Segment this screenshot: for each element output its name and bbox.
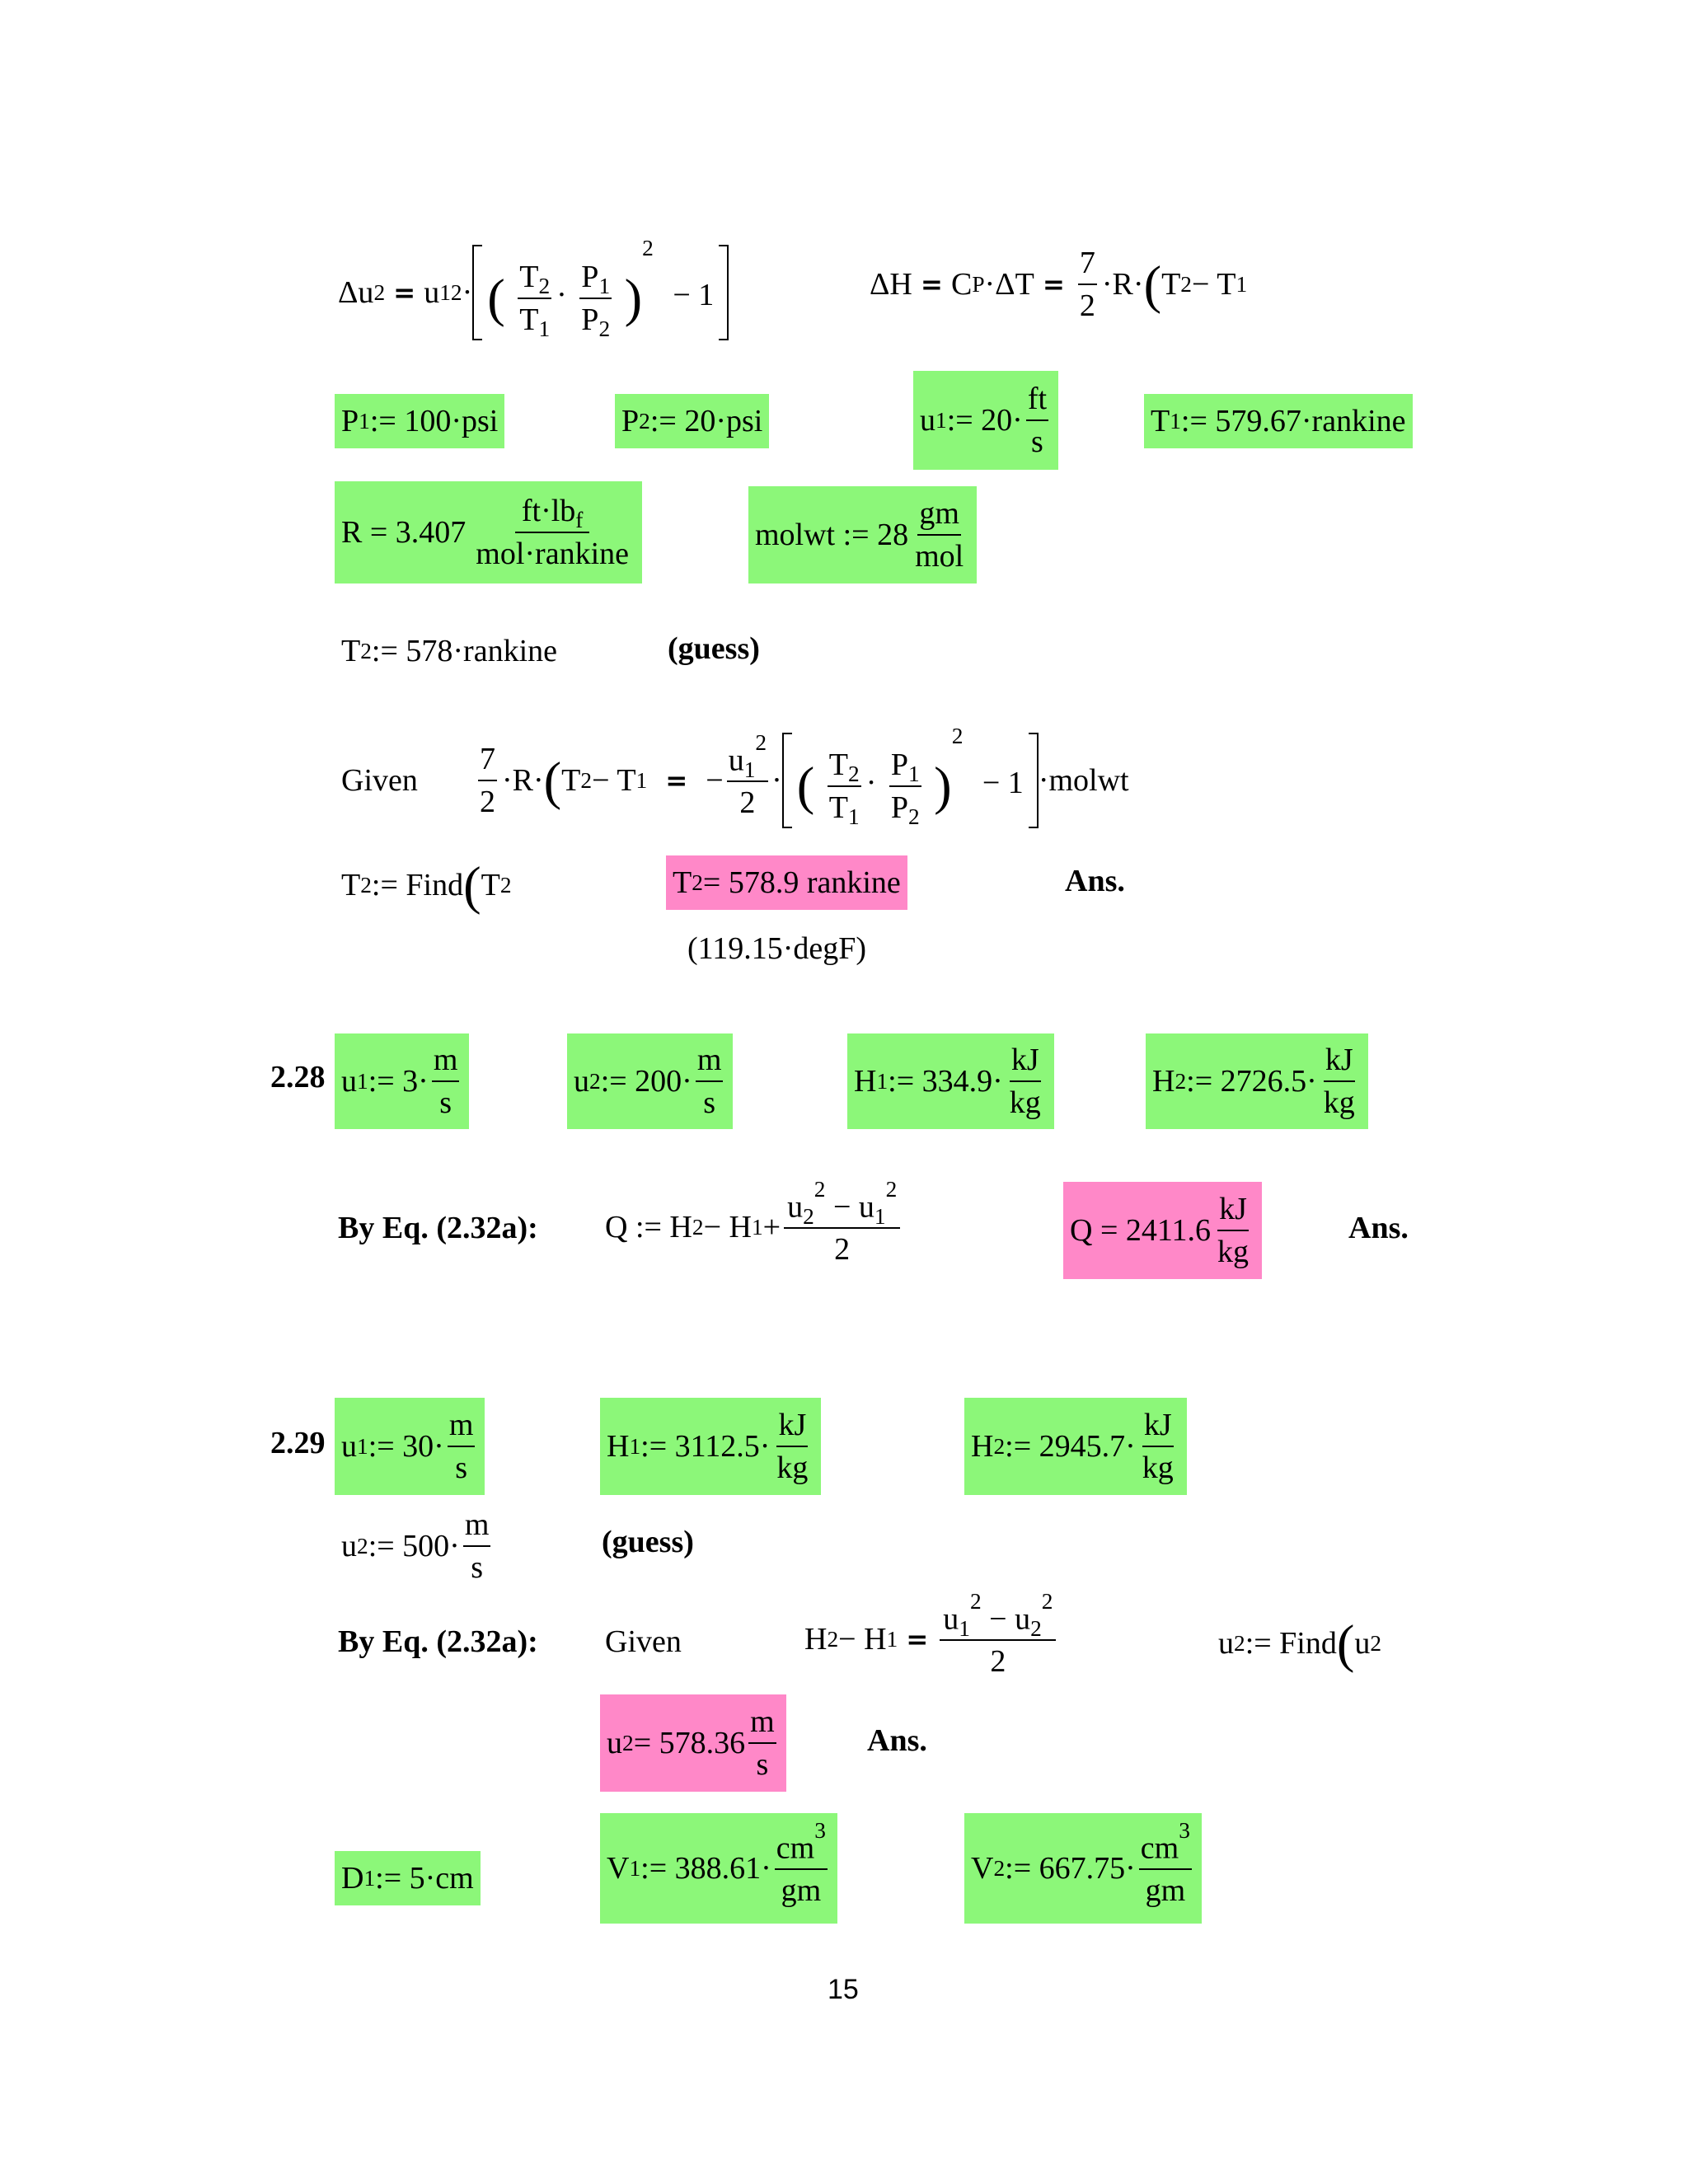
eq-h2: H: [804, 1622, 828, 1657]
u1-definition: u 1 := 20· $\frac{ft}{s}$: [913, 371, 1058, 470]
p1-definition: P 1 := 100·psi: [335, 394, 504, 448]
eq-den: 2: [990, 1644, 1006, 1680]
ans-label-229: [867, 1719, 927, 1762]
guess-label: (guess): [668, 631, 760, 666]
q-velocity-term: [784, 1176, 900, 1268]
dot: ·: [462, 275, 473, 310]
h1-value: := 3112.5·: [640, 1429, 771, 1464]
bracket-group: ( $\frac{T_2}{T_1}$ · $\frac{P_1}{P_2}$ )$^2$ − 1: [782, 736, 1039, 824]
ans-text: Ans.: [867, 1723, 927, 1758]
u2-answer: u 2 = 578.36 $\frac{m}{s}$: [600, 1694, 786, 1792]
eq-u1-sub: 1: [959, 1615, 970, 1641]
left-paren: (: [487, 268, 505, 328]
bold-equals: =: [393, 276, 416, 308]
v2-unit-den: gm: [1145, 1873, 1186, 1909]
r-unit: [472, 494, 632, 571]
page-number: [828, 1971, 859, 2008]
left-paren: (: [543, 750, 562, 810]
ratio-exponent: 2: [642, 236, 654, 261]
eq-u2-exp: 2: [1041, 1588, 1053, 1614]
left-paren: (: [1336, 1613, 1355, 1673]
r-unit-num-sub: f: [575, 508, 584, 533]
q-u1-exp: 2: [885, 1176, 898, 1202]
q-u2: u: [787, 1189, 804, 1225]
p1-num: P: [890, 747, 908, 782]
t2-symbol: T: [1161, 267, 1181, 302]
v2-unit-num: cm: [1140, 1830, 1179, 1866]
u2-name: u: [341, 1529, 357, 1563]
h2-name: H: [1152, 1064, 1175, 1099]
u1-value: := 20·: [946, 403, 1023, 438]
u2-answer-name: u: [607, 1726, 622, 1760]
p2-den-sub: 2: [907, 804, 920, 829]
u1-sub: 1: [743, 757, 756, 782]
eq-minus-h1: − H: [838, 1622, 887, 1657]
u2-unit: $\frac{m}{s}$: [464, 1507, 490, 1585]
r-unit-num: ft·lb: [521, 494, 576, 528]
p2-den: P: [890, 790, 908, 825]
p2-definition: P 2 := 20·psi: [615, 394, 769, 448]
u1-name: u: [341, 1429, 357, 1464]
bracket-group: ( $\frac{T_2}{T_1}$ · $\frac{P_1}{P_2}$ )$^2$ − 1: [472, 248, 729, 336]
guess-label: (guess): [602, 1525, 694, 1559]
problem-2-29-label: [270, 1422, 326, 1464]
given-equation-1: $\frac{7}{2}$ ·R· ( T 2 − T 1 = − $\frac{u_1^2}{2}$ · ( $\frac{T_2}{T_1}$ · $\frac{P_1}{P_2}$ )$^2$ − 1 ·molwt: [473, 719, 1129, 842]
ans-label-228: [1348, 1207, 1409, 1249]
t-ratio: [516, 259, 553, 341]
t2-guess: T 2 := 578·rankine: [341, 634, 557, 668]
q-lhs: Q := H: [605, 1210, 692, 1244]
v2-unit-exp: 3: [1179, 1817, 1190, 1843]
t1-name: T: [1151, 404, 1170, 438]
t1-value: := 579.67·rankine: [1180, 404, 1406, 438]
bold-equals: =: [665, 764, 688, 796]
h1-unit: $\frac{kJ}{kg}$: [776, 1408, 809, 1485]
q-answer: [1063, 1182, 1262, 1279]
p-ratio: [578, 259, 613, 341]
h2-definition-228: H 2 := 2726.5· $\frac{kJ}{kg}$: [1146, 1033, 1368, 1129]
h1-definition-229: H 1 := 3112.5· $\frac{kJ}{kg}$: [600, 1398, 821, 1495]
eq-u2: − u: [981, 1601, 1031, 1637]
left-paren: (: [796, 756, 815, 816]
v2-value: := 667.75·: [1005, 1851, 1136, 1886]
t1-den: T: [828, 790, 848, 825]
u1-unit: $\frac{ft}{s}$: [1027, 382, 1048, 459]
p2-name: P: [621, 404, 640, 438]
h2-definition-229: H 2 := 2945.7· $\frac{kJ}{kg}$: [964, 1398, 1187, 1495]
by-eq-label-229: [338, 1620, 538, 1663]
h2-value: := 2945.7·: [1005, 1429, 1136, 1464]
energy-equation-229: H 2 − H 1 = $\frac{u_1^2 - u_2^2}{2}$: [804, 1584, 1059, 1694]
by-eq-text: By Eq. (2.32a):: [338, 1211, 538, 1245]
page-number-text: 15: [828, 1974, 859, 2005]
t2-answer: T 2 = 578.9 rankine: [666, 855, 907, 910]
find-lhs: T: [341, 868, 361, 902]
p2-den-sub: 2: [598, 316, 611, 341]
t2-num-sub: 2: [538, 273, 551, 298]
v1-unit-num: cm: [776, 1830, 815, 1866]
v2-name: V: [971, 1851, 994, 1886]
minus-t1: − T: [1191, 267, 1236, 302]
eq-u2-sub: 2: [1030, 1615, 1042, 1641]
minus-one: − 1: [673, 278, 715, 313]
molwt-unit: $\frac{gm}{\text{mol}}$: [915, 496, 964, 574]
p1-num-sub: 1: [598, 273, 611, 298]
u1-exponent: 2: [755, 729, 767, 755]
given-label-229: [605, 1620, 682, 1663]
problem-2-28-label: [270, 1057, 326, 1098]
delta-h-equation: ΔH = C P ·ΔT = $\frac{7}{2}$ ·R· ( T 2 − T 1: [870, 246, 1248, 323]
r-factor: ·R·: [502, 763, 544, 798]
cp-symbol: C: [950, 267, 973, 302]
q-minus-h1: − H: [703, 1210, 752, 1244]
negative-sign: −: [706, 763, 724, 798]
t2-name: T: [341, 634, 361, 668]
problem-number: 2.29: [270, 1426, 326, 1460]
p1-num-sub: 1: [907, 761, 920, 786]
u2-unit: $\frac{m}{s}$: [696, 1043, 722, 1120]
u1-symbol: u: [424, 275, 440, 310]
p1-name: P: [341, 404, 359, 438]
h1-unit: $\frac{kJ}{kg}$: [1009, 1043, 1041, 1120]
t1-den-sub: 1: [848, 804, 860, 829]
r-value: R = 3.407: [341, 515, 467, 550]
q-den: 2: [834, 1232, 851, 1268]
t2-symbol: T: [561, 763, 581, 798]
d1-value: := 5·cm: [375, 1861, 474, 1896]
d1-definition: D 1 := 5·cm: [335, 1851, 481, 1905]
u1-value: := 3·: [368, 1064, 429, 1099]
u2-value: := 200·: [600, 1064, 692, 1099]
degf-value: [687, 928, 866, 969]
molwt-factor: ·molwt: [1038, 763, 1129, 798]
q-u2-exp: 2: [814, 1176, 826, 1202]
guess-note-229: [602, 1521, 694, 1563]
u1-unit: $\frac{m}{s}$: [433, 1043, 458, 1120]
h2-unit: $\frac{kJ}{kg}$: [1142, 1408, 1174, 1485]
h1-name: H: [607, 1429, 630, 1464]
ratio-exponent: 2: [951, 724, 964, 749]
u2-definition-228: u 2 := 200· $\frac{m}{s}$: [567, 1033, 733, 1129]
find-function: := Find: [1245, 1626, 1337, 1661]
q-equation: Q := H 2 − H 1 + $\frac{u_2^2 - u_1^2}{2}$: [605, 1172, 903, 1282]
u1-name: u: [920, 403, 935, 438]
by-eq-label-228: [338, 1207, 538, 1249]
u1-squared-over-two: $\frac{u_1^2}{2}$: [728, 729, 767, 821]
d1-name: D: [341, 1861, 364, 1896]
r-unit-den: mol·rankine: [476, 537, 629, 571]
u2-name: u: [574, 1064, 589, 1099]
h1-name: H: [854, 1064, 877, 1099]
ans-label-1: [1065, 860, 1125, 902]
p2-den: P: [581, 302, 599, 337]
q-answer-unit: $\frac{kJ}{kg}$: [1217, 1192, 1249, 1269]
v1-value: := 388.61·: [640, 1851, 771, 1886]
find-arg: T: [481, 868, 500, 902]
seven-halves: $\frac{7}{2}$: [480, 742, 495, 819]
u2-find: u 2 := Find ( u 2: [1218, 1613, 1382, 1673]
given-label-1: [341, 719, 418, 842]
u2-guess-229: u 2 := 500· $\frac{m}{s}$: [341, 1507, 490, 1585]
u1-name: u: [341, 1064, 357, 1099]
left-paren: (: [463, 855, 481, 915]
u2-guess-value: := 500·: [368, 1529, 460, 1563]
v2-definition: V 2 := 667.75· $\frac{cm^3}{gm}$: [964, 1813, 1202, 1924]
left-paren: (: [1143, 254, 1162, 314]
v1-unit-den: gm: [781, 1873, 822, 1909]
t2-find: T 2 := Find ( T 2: [341, 855, 512, 915]
molwt-definition: [748, 486, 977, 583]
t1-definition: T 1 := 579.67·rankine: [1144, 394, 1413, 448]
eq-u1-exp: 2: [969, 1588, 982, 1614]
t2-guess-value: := 578·rankine: [371, 634, 557, 668]
u1-value: := 30·: [368, 1429, 444, 1464]
t2-num: T: [519, 259, 539, 294]
p1-num: P: [581, 259, 599, 294]
velocity-term: [940, 1588, 1056, 1680]
given-text: Given: [341, 763, 418, 798]
v1-definition: V 1 := 388.61· $\frac{cm^3}{gm}$: [600, 1813, 837, 1924]
v1-unit: [775, 1817, 828, 1909]
v1-name: V: [607, 1851, 630, 1886]
t2-answer-name: T: [673, 865, 692, 900]
right-paren: ): [624, 268, 643, 328]
t1-den: T: [519, 302, 539, 337]
u1-definition-228: u 1 := 3· $\frac{m}{s}$: [335, 1033, 469, 1129]
q-u1: − u: [825, 1189, 874, 1225]
h1-value: := 334.9·: [888, 1064, 1003, 1099]
right-paren: ): [934, 756, 952, 816]
h2-unit: $\frac{kJ}{kg}$: [1323, 1043, 1355, 1120]
q-plus: +: [762, 1210, 781, 1244]
t2-num: T: [828, 747, 848, 782]
molwt-value: molwt := 28: [755, 518, 909, 552]
q-answer-value: Q = 2411.6: [1070, 1213, 1211, 1248]
bold-equals: =: [1042, 268, 1065, 300]
by-eq-text: By Eq. (2.32a):: [338, 1624, 538, 1659]
q-u1-sub: 1: [874, 1203, 886, 1229]
u1-symbol: u: [728, 743, 744, 778]
delta-h-symbol: ΔH: [870, 267, 912, 302]
u2-answer-unit: $\frac{m}{s}$: [750, 1704, 775, 1782]
p-ratio: [888, 747, 923, 829]
find-function: := Find: [371, 868, 464, 902]
u1-definition-229: u 1 := 30· $\frac{m}{s}$: [335, 1398, 485, 1495]
given-text: Given: [605, 1624, 682, 1659]
seven-halves: $\frac{7}{2}$: [1079, 246, 1095, 323]
delta-u-symbol: Δu: [338, 275, 374, 310]
t1-den-sub: 1: [538, 316, 551, 341]
v1-unit-exp: 3: [814, 1817, 826, 1843]
bold-equals: =: [906, 1623, 929, 1655]
guess-note: [668, 628, 760, 669]
r-factor: ·R·: [1101, 267, 1144, 302]
find-arg: u: [1354, 1626, 1371, 1661]
delta-u-squared-equation: Δu 2 = u 1 2 · ( $\frac{T_2}{T_1}$ · $\frac{P_1}{P_2}$ )$^2$ − 1: [338, 231, 729, 354]
t2-num-sub: 2: [848, 761, 860, 786]
ans-text: Ans.: [1348, 1211, 1409, 1245]
p1-value: := 100·psi: [369, 404, 499, 438]
problem-number: 2.28: [270, 1060, 326, 1094]
bold-equals: =: [920, 268, 943, 300]
t-ratio: [826, 747, 863, 829]
v2-unit: [1139, 1817, 1192, 1909]
u1-unit: $\frac{m}{s}$: [448, 1408, 474, 1485]
delta-t: ·ΔT: [984, 267, 1034, 302]
h2-value: := 2726.5·: [1186, 1064, 1317, 1099]
h2-name: H: [971, 1429, 994, 1464]
u2-answer-value: = 578.36: [633, 1726, 746, 1760]
degf-text: (119.15·degF): [687, 931, 867, 966]
minus-one: − 1: [982, 766, 1024, 801]
q-u2-sub: 2: [803, 1203, 814, 1229]
ans-text: Ans.: [1065, 864, 1125, 898]
h1-definition-228: H 1 := 334.9· $\frac{kJ}{kg}$: [847, 1033, 1054, 1129]
minus-t1: − T: [592, 763, 636, 798]
find-lhs: u: [1218, 1626, 1234, 1661]
r-definition: [335, 481, 642, 583]
eq-u1: u: [943, 1601, 959, 1637]
p2-value: := 20·psi: [649, 404, 763, 438]
t2-answer-value: = 578.9 rankine: [702, 865, 901, 900]
